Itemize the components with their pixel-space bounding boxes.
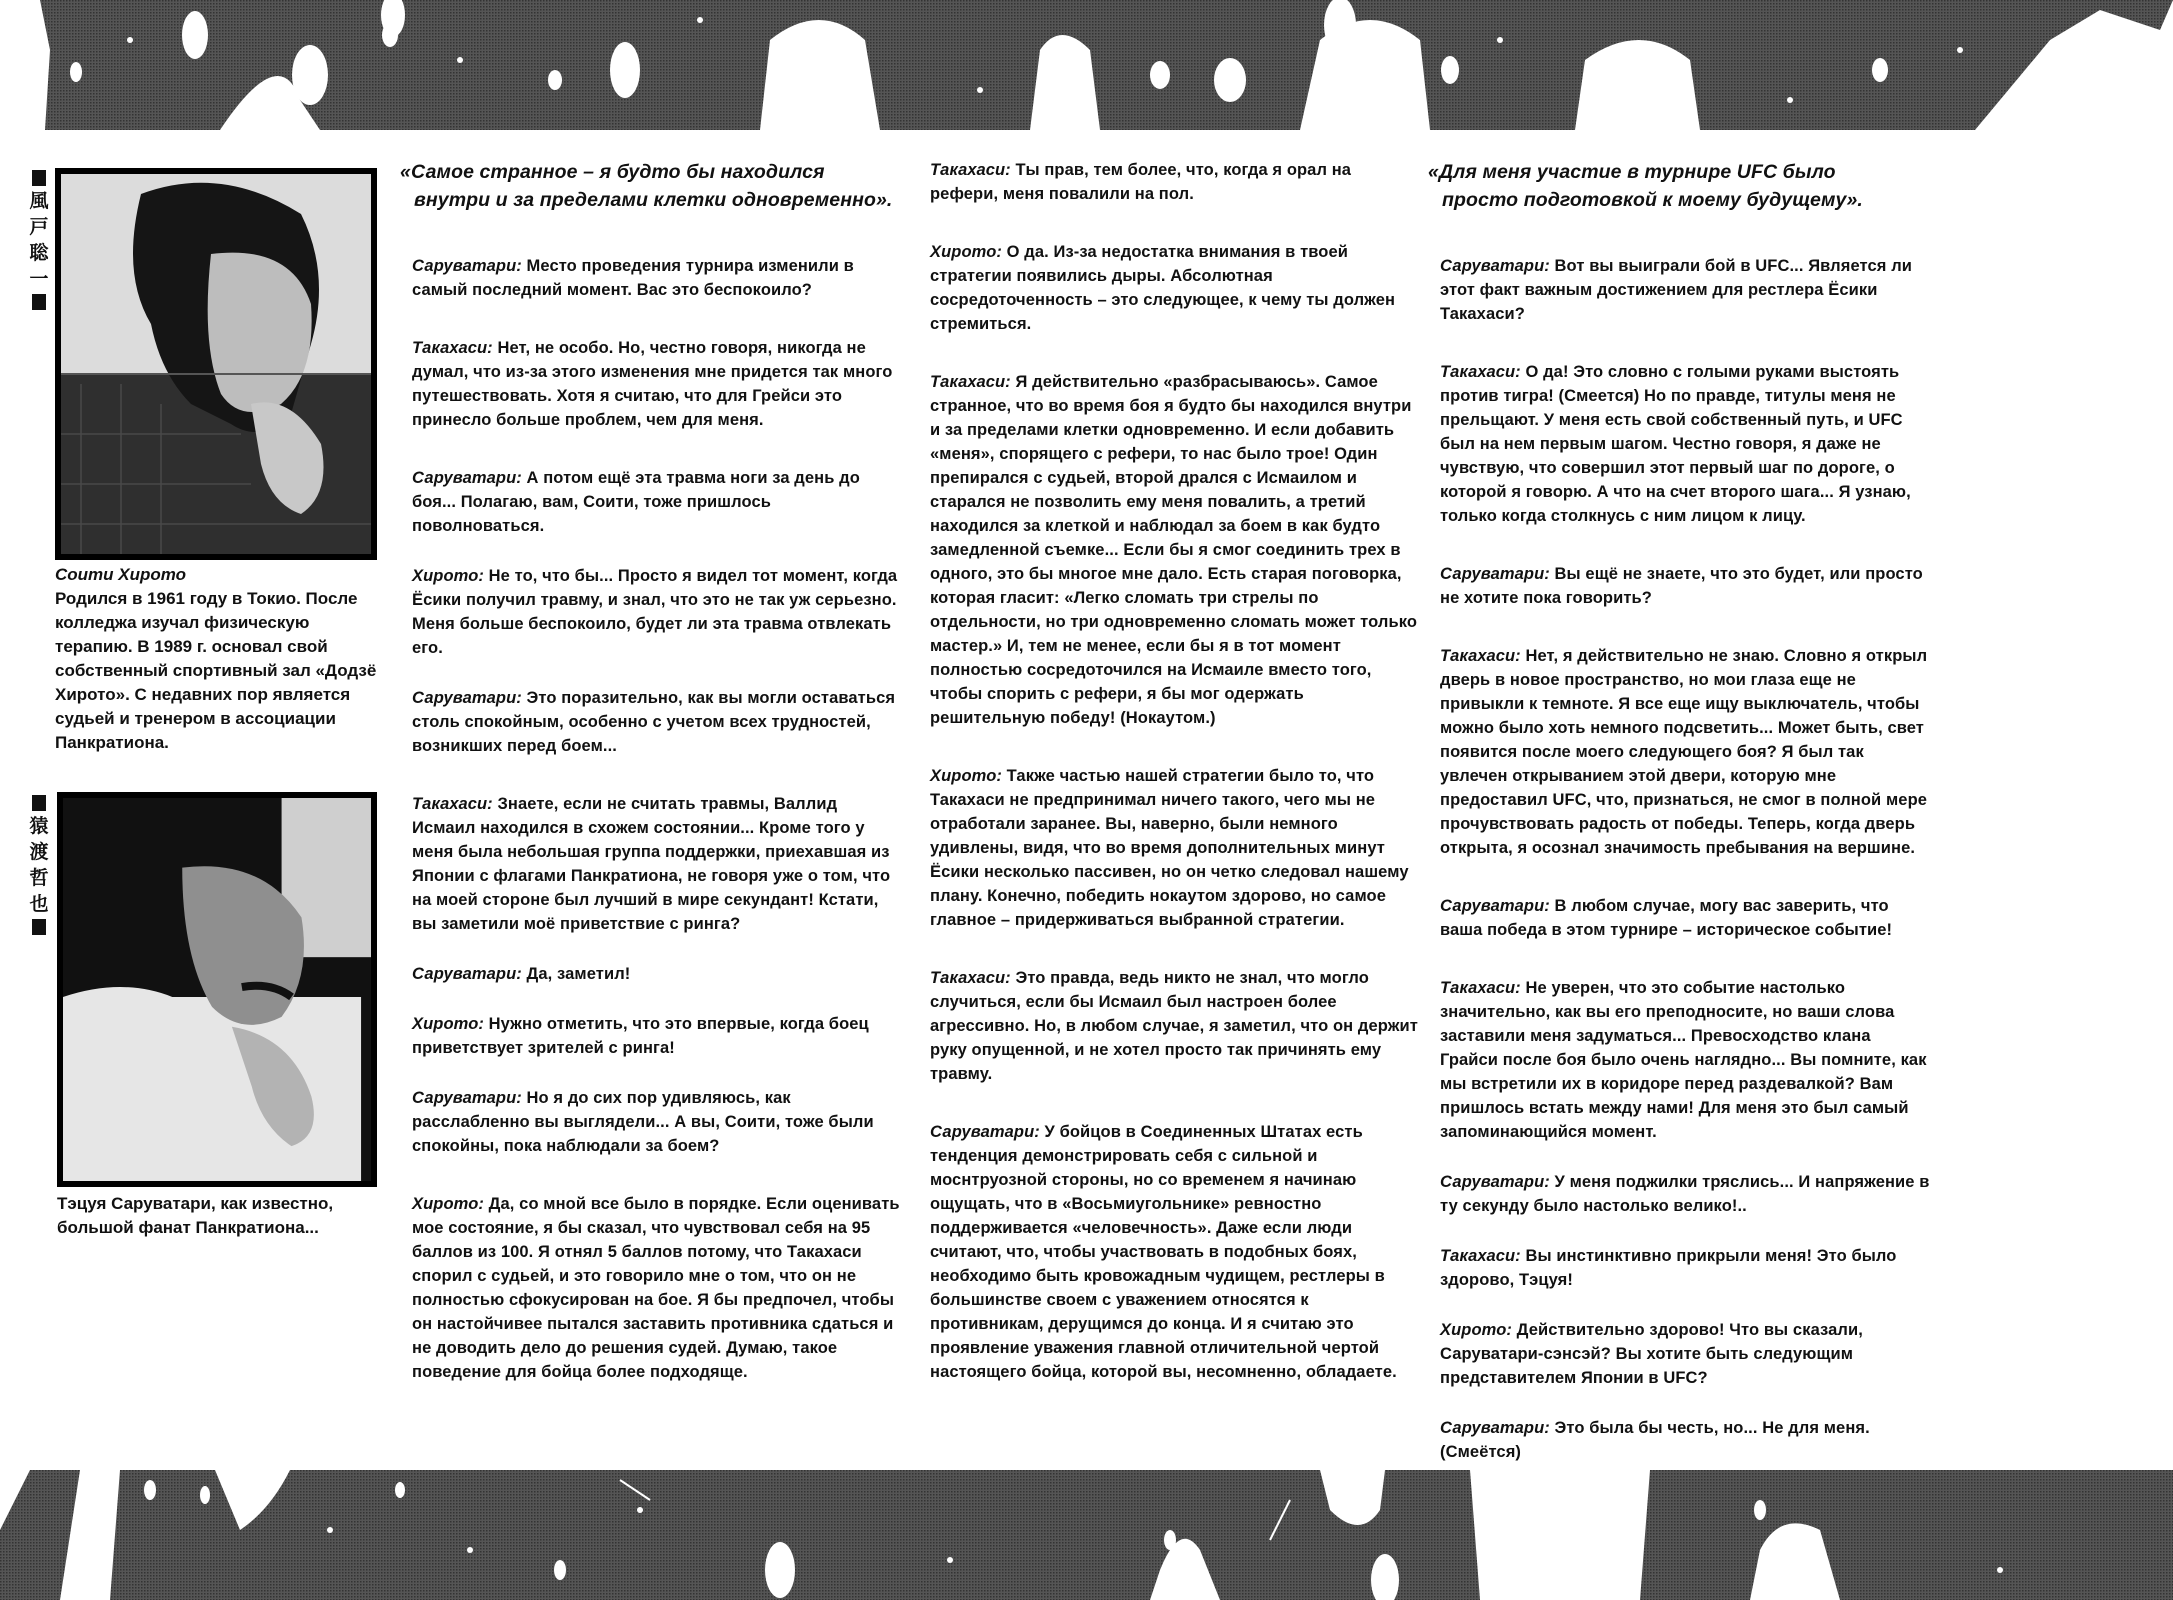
top-decorative-border <box>0 0 2173 130</box>
dialogue-entry <box>1440 976 1933 1144</box>
dialogue-text: Да, со мной все было в порядке. Если оценивать мое состояние, я бы сказал, что чувствовал себя на 95 баллов из 100. Я отнял 5 баллов потому, что Такахаси спорил с судьей, и это говорило мне о том, что он не полностью сфокусирован на бое. Я бы предпочел, чтобы он настойчивее пытался заставить противника сдаться и не доводить дело до решения судей. Думаю, такое поведение для бойца более подходяще. <box>412 1195 900 1381</box>
pull-quote-line: «Для меня участие в турнире UFC было <box>1428 161 1836 183</box>
speaker-label: Такахаси: <box>1440 1247 1521 1265</box>
splatter-band-icon <box>0 0 2173 130</box>
dialogue-entry <box>930 764 1423 932</box>
dialogue-text: Да, заметил! <box>521 965 631 983</box>
dialogue-text: Ты прав, тем более, что, когда я орал на рефери, меня повалили на пол. <box>930 161 1352 203</box>
pull-quote-line: просто подготовкой к моему будущему». <box>1442 189 1863 211</box>
dialogue-text: Я действительно «разбрасываюсь». Самое странное, что во время боя я будто бы находился внутри и за пределами клетки одновременно. И если добавить «меня», спорящего с рефери, то нас было трое! Один препирался с судьей, второй дрался с Исмаилом и старался не позволить ему меня повалить, а третий находился за клеткой и наблюдал за боем в как будто замедленной съемке... Если бы я смог соединить трех в одного, это бы многое мне дало. Есть старая поговорка, которая гласит: «Легко сломать три стрелы по отдельности, но три одновременно сломать может только мастер.» И, тем не менее, если бы я в тот момент полностью сосредоточился на Исмаиле вместо того, чтобы спорить с рефери, я бы мог одержать решительную победу! (Нокаутом.) <box>930 373 1418 727</box>
dialogue-entry <box>412 792 905 936</box>
dialogue-entry <box>930 240 1423 336</box>
dialogue-entry <box>412 686 905 758</box>
black-square-marker <box>32 795 46 811</box>
dialogue-text: Вот вы выиграли бой в UFC... Является ли этот факт важным достижением для рестлера Ёсики Такахаси? <box>1440 257 1913 323</box>
name-char: 哲 <box>29 867 49 889</box>
pull-quote <box>400 158 905 214</box>
dialogue-entry <box>1440 1416 1933 1464</box>
dialogue-entry <box>930 158 1423 206</box>
black-square-marker <box>32 170 46 186</box>
dialogue-text: О да. Из-за недостатка внимания в твоей стратегии появились дыры. Абсолютная сосредоточенность – это следующее, к чему ты должен стремиться. <box>930 243 1396 333</box>
dialogue-entry <box>412 564 905 660</box>
name-char: 一 <box>29 268 49 290</box>
speaker-label: Саруватари: <box>412 469 522 487</box>
speaker-label: Такахаси: <box>930 969 1011 987</box>
speaker-label: Хирото: <box>412 1015 484 1033</box>
dialogue-entry <box>412 466 905 538</box>
profile-caption-hiroto <box>55 563 385 755</box>
dialogue-entry <box>1440 562 1933 610</box>
dialogue-text: Также частью нашей стратегии было то, что Такахаси не предпринимал ничего такого, чего мы не отработали заранее. Вы, наверно, были немного удивлены, видя, что во время дополнительных минут Ёсики несколько пассивен, но он четко следовал нашему плану. Конечно, победить нокаутом здорово, но самое главное – придерживаться выбранной стратегии. <box>930 767 1409 929</box>
speaker-label: Саруватари: <box>412 965 522 983</box>
caption-text: Родился в 1961 году в Токио. После колледжа изучал физическую терапию. В 1989 г. основал свой собственный спортивный зал «Додзё Хирото». С недавних пор является судьей и тренером в ассоциации Панкратиона. <box>55 589 377 752</box>
speaker-label: Хирото: <box>930 243 1002 261</box>
dialogue-entry <box>1440 644 1933 860</box>
speaker-label: Саруватари: <box>1440 1173 1550 1191</box>
dialogue-entry <box>1440 360 1933 528</box>
dialogue-entry <box>412 1086 905 1158</box>
speaker-label: Такахаси: <box>1440 647 1521 665</box>
speaker-label: Саруватари: <box>1440 1419 1550 1437</box>
speaker-label: Такахаси: <box>412 795 493 813</box>
vertical-japanese-name <box>28 170 50 310</box>
portrait-icon <box>63 798 371 1181</box>
dialogue-text: У меня поджилки тряслись... И напряжение в ту секунду было настолько велико!.. <box>1440 1173 1930 1215</box>
speaker-label: Хирото: <box>1440 1321 1512 1339</box>
dialogue-entry <box>412 962 905 986</box>
dialogue-entry <box>1440 1244 1933 1292</box>
speaker-label: Саруватари: <box>930 1123 1040 1141</box>
speaker-label: Такахаси: <box>412 339 493 357</box>
dialogue-entry <box>1440 1170 1933 1218</box>
dialogue-text: Не уверен, что это событие настолько значительно, как вы его преподносите, но ваши слова заставили меня задуматься... Превосходство клана Грайси после боя было очень наглядно... Вы помните, как мы встретили их в коридоре перед раздевалкой? Вам пришлось встать между нами! Для меня это был самый запоминающийся момент. <box>1440 979 1927 1141</box>
dialogue-entry <box>930 966 1423 1086</box>
speaker-label: Саруватари: <box>412 689 522 707</box>
speaker-label: Саруватари: <box>1440 565 1550 583</box>
photo-hiroto <box>55 168 377 560</box>
black-square-marker <box>32 919 46 935</box>
dialogue-entry <box>1440 894 1933 942</box>
dialogue-entry <box>1440 254 1933 326</box>
speaker-label: Хирото: <box>412 1195 484 1213</box>
dialogue-text: Это правда, ведь никто не знал, что могло случиться, если бы Исмаил был настроен более агрессивно. Но, в любом случае, я заметил, что он держит руку опущенной, и не хотел просто так причинять ему травму. <box>930 969 1418 1083</box>
dialogue-text: У бойцов в Соединенных Штатах есть тенденция демонстрировать себя с сильной и моснтруозной стороны, но со временем я начинаю ощущать, что в «Восьмиугольнике» ревностно поддерживается «человечность». Даже если люди считают, что, чтобы участвовать в подобных боях, необходимо быть кровожадным чудищем, рестлеры в большинстве своем с уважением относятся к противникам, дерущимся до конца. И я считаю это проявление уважения главной отличительной чертой настоящего бойца, которой вы, несомненно, обладаете. <box>930 1123 1397 1381</box>
name-char: 渡 <box>29 841 49 863</box>
interview-column-1 <box>400 158 905 1410</box>
name-char: 戸 <box>29 216 49 238</box>
pull-quote-line: внутри и за пределами клетки одновременно». <box>414 189 893 211</box>
speaker-label: Хирото: <box>930 767 1002 785</box>
dialogue-text: Вы инстинктивно прикрыли меня! Это было здорово, Тэцуя! <box>1440 1247 1897 1289</box>
caption-name: Соити Хирото <box>55 565 187 584</box>
name-char: 也 <box>29 893 49 915</box>
dialogue-entry <box>930 370 1423 730</box>
pull-quote-line: «Самое странное – я будто бы находился <box>400 161 825 183</box>
dialogue-entry <box>412 1192 905 1384</box>
dialogue-text: В любом случае, могу вас заверить, что ваша победа в этом турнире – историческое событие! <box>1440 897 1893 939</box>
dialogue-text: Место проведения турнира изменили в самый последний момент. Вас это беспокоило? <box>412 257 854 299</box>
speaker-label: Такахаси: <box>930 161 1011 179</box>
dialogue-text: Но я до сих пор удивляюсь, как расслабленно вы выглядели... А вы, Соити, тоже были спокойны, пока наблюдали за боем? <box>412 1089 874 1155</box>
dialogue-text: Нет, не особо. Но, честно говоря, никогда не думал, что из-за этого изменения мне придется так много путешествовать. Хотя я считаю, что для Грейси это принесло больше проблем, чем для меня. <box>412 339 893 429</box>
speaker-label: Такахаси: <box>1440 363 1521 381</box>
profile-caption-saruwatari <box>57 1192 387 1240</box>
dialogue-entry <box>412 1012 905 1060</box>
black-square-marker <box>32 294 46 310</box>
dialogue-text: О да! Это словно с голыми руками выстоять против тигра! (Смеется) Но по правде, титулы меня не прельщают. У меня есть свой собственный путь, и UFC был на нем первым шагом. Честно говоря, я даже не чувствую, что совершил этот первый шаг по дороге, о которой я говорю. А что на счет второго шага... Я узнаю, только когда столкнусь с ним лицом к лицу. <box>1440 363 1911 525</box>
photo-saruwatari <box>57 792 377 1187</box>
dialogue-entry <box>412 336 905 432</box>
dialogue-entry <box>1440 1318 1933 1390</box>
dialogue-text: Нужно отметить, что это впервые, когда боец приветствует зрителей с ринга! <box>412 1015 869 1057</box>
caption-text: Тэцуя Саруватари, как известно, большой фанат Панкратиона... <box>57 1194 334 1237</box>
dialogue-text: Действительно здорово! Что вы сказали, Саруватари-сэнсэй? Вы хотите быть следующим представителем Японии в UFC? <box>1440 1321 1863 1387</box>
dialogue-text: Знаете, если не считать травмы, Валлид Исмаил находился в схожем состоянии... Кроме того у меня была небольшая группа поддержки, приехавшая из Японии с флагами Панкратиона, не говоря уже о том, что на моей стороне был лучший в мире секундант! Кстати, вы заметили моё приветствие с ринга? <box>412 795 891 933</box>
speaker-label: Такахаси: <box>930 373 1011 391</box>
vertical-japanese-name <box>28 795 50 935</box>
dialogue-text: Это была бы честь, но... Не для меня. (Смеётся) <box>1440 1419 1870 1461</box>
speaker-label: Саруватари: <box>412 257 522 275</box>
portrait-icon <box>61 174 371 554</box>
speaker-label: Саруватари: <box>412 1089 522 1107</box>
dialogue-text: Нет, я действительно не знаю. Словно я открыл дверь в новое пространство, но мои глаза еще не привыкли к темноте. Я все еще ищу выключатель, чтобы можно было хоть немного подсветить... Может быть, свет появится после моего следующего боя? Я был так увлечен открыванием этой двери, которую мне предоставил UFC, что, признаться, не смог в полной мере прочувствовать радость от победы. Теперь, когда дверь открыта, я осознал значимость пребывания на вершине. <box>1440 647 1928 857</box>
speaker-label: Саруватари: <box>1440 897 1550 915</box>
dialogue-text: А потом ещё эта травма ноги за день до боя... Полагаю, вам, Соити, тоже пришлось поволноваться. <box>412 469 860 535</box>
speaker-label: Хирото: <box>412 567 484 585</box>
speaker-label: Такахаси: <box>1440 979 1521 997</box>
dialogue-text: Вы ещё не знаете, что это будет, или просто не хотите пока говорить? <box>1440 565 1923 607</box>
name-char: 風 <box>29 190 49 212</box>
dialogue-entry <box>930 1120 1423 1384</box>
dialogue-entry <box>412 254 905 302</box>
pull-quote <box>1428 158 1933 214</box>
speaker-label: Саруватари: <box>1440 257 1550 275</box>
dialogue-text: Это поразительно, как вы могли оставаться столь спокойным, особенно с учетом всех трудностей, возникших перед боем... <box>412 689 896 755</box>
interview-column-2 <box>918 158 1423 1410</box>
dialogue-text: Не то, что бы... Просто я видел тот момент, когда Ёсики получил травму, и знал, что это не так уж серьезно. Меня больше беспокоило, будет ли эта травма отвлекать его. <box>412 567 898 657</box>
name-char: 猿 <box>29 815 49 837</box>
name-char: 聡 <box>29 242 49 264</box>
interview-column-3 <box>1428 158 1933 1490</box>
